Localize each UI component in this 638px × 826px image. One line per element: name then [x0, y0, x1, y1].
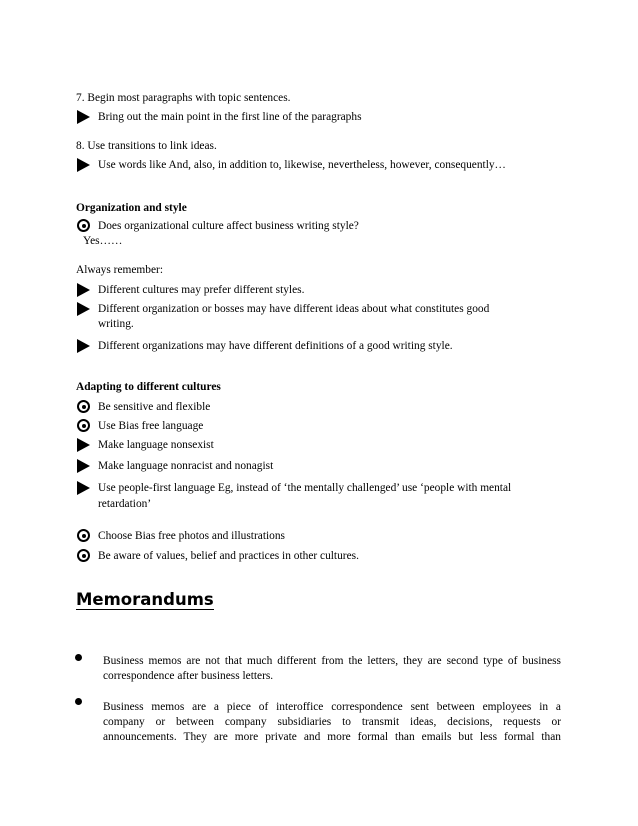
organization-style-heading: Organization and style [76, 202, 187, 214]
target-bullet-icon [77, 400, 90, 413]
section-7-heading: 7. Begin most paragraphs with topic sentences. [76, 92, 291, 104]
memo-paragraph-2-line-3: announcements. They are more private and more formal than emails but less formal than [103, 731, 561, 743]
arrow-bullet-icon [77, 302, 90, 316]
target-bullet-icon [77, 219, 90, 232]
remember-item-continuation: writing. [98, 318, 134, 330]
arrow-bullet-icon [77, 339, 90, 353]
arrow-bullet-icon [77, 438, 90, 452]
adapt-item: Choose Bias free photos and illustrations [98, 530, 285, 542]
remember-item: Different cultures may prefer different styles. [98, 284, 305, 296]
arrow-bullet-icon [77, 283, 90, 297]
round-bullet-icon [75, 698, 82, 705]
round-bullet-icon [75, 654, 82, 661]
section-7-bullet: Bring out the main point in the first line of the paragraphs [98, 111, 362, 123]
arrow-bullet-icon [77, 158, 90, 172]
remember-item: Different organization or bosses may have different ideas about what constitutes good [98, 303, 490, 315]
adapt-item: Be sensitive and flexible [98, 401, 211, 413]
section-8-bullet: Use words like And, also, in addition to, likewise, nevertheless, however, consequently… [98, 159, 506, 171]
adapt-item: Be aware of values, belief and practices in other cultures. [98, 550, 359, 562]
always-remember-label: Always remember: [76, 264, 163, 276]
target-bullet-icon [77, 549, 90, 562]
memo-paragraph-2-line-2: company or between company subsidiaries to transmit ideas, decisions, requests or [103, 716, 561, 728]
arrow-bullet-icon [77, 110, 90, 124]
target-bullet-icon [77, 419, 90, 432]
section-8-heading: 8. Use transitions to link ideas. [76, 140, 217, 152]
adapt-item: Make language nonracist and nonagist [98, 460, 274, 472]
memo-paragraph-2-line-1: Business memos are a piece of interoffice correspondence sent between employees in a [103, 701, 561, 713]
remember-item: Different organizations may have different definitions of a good writing style. [98, 340, 453, 352]
adapt-item: Make language nonsexist [98, 439, 214, 451]
adapt-item-continuation: retardation’ [98, 498, 152, 510]
memorandums-heading [76, 590, 214, 610]
memo-paragraph-1: Business memos are not that much different from the letters, they are second type of business correspondence after business letters. [103, 655, 561, 682]
adapt-item: Use people-first language Eg, instead of ‘the mentally challenged’ use ‘people with mental [98, 482, 512, 494]
adapt-item: Use Bias free language [98, 420, 204, 432]
arrow-bullet-icon [77, 459, 90, 473]
memorandums-title: Memorandums [76, 590, 214, 609]
arrow-bullet-icon [77, 481, 90, 495]
organization-answer: Yes…… [83, 235, 123, 247]
target-bullet-icon [77, 529, 90, 542]
adapting-cultures-heading: Adapting to different cultures [76, 381, 221, 393]
organization-question: Does organizational culture affect business writing style? [98, 220, 359, 232]
